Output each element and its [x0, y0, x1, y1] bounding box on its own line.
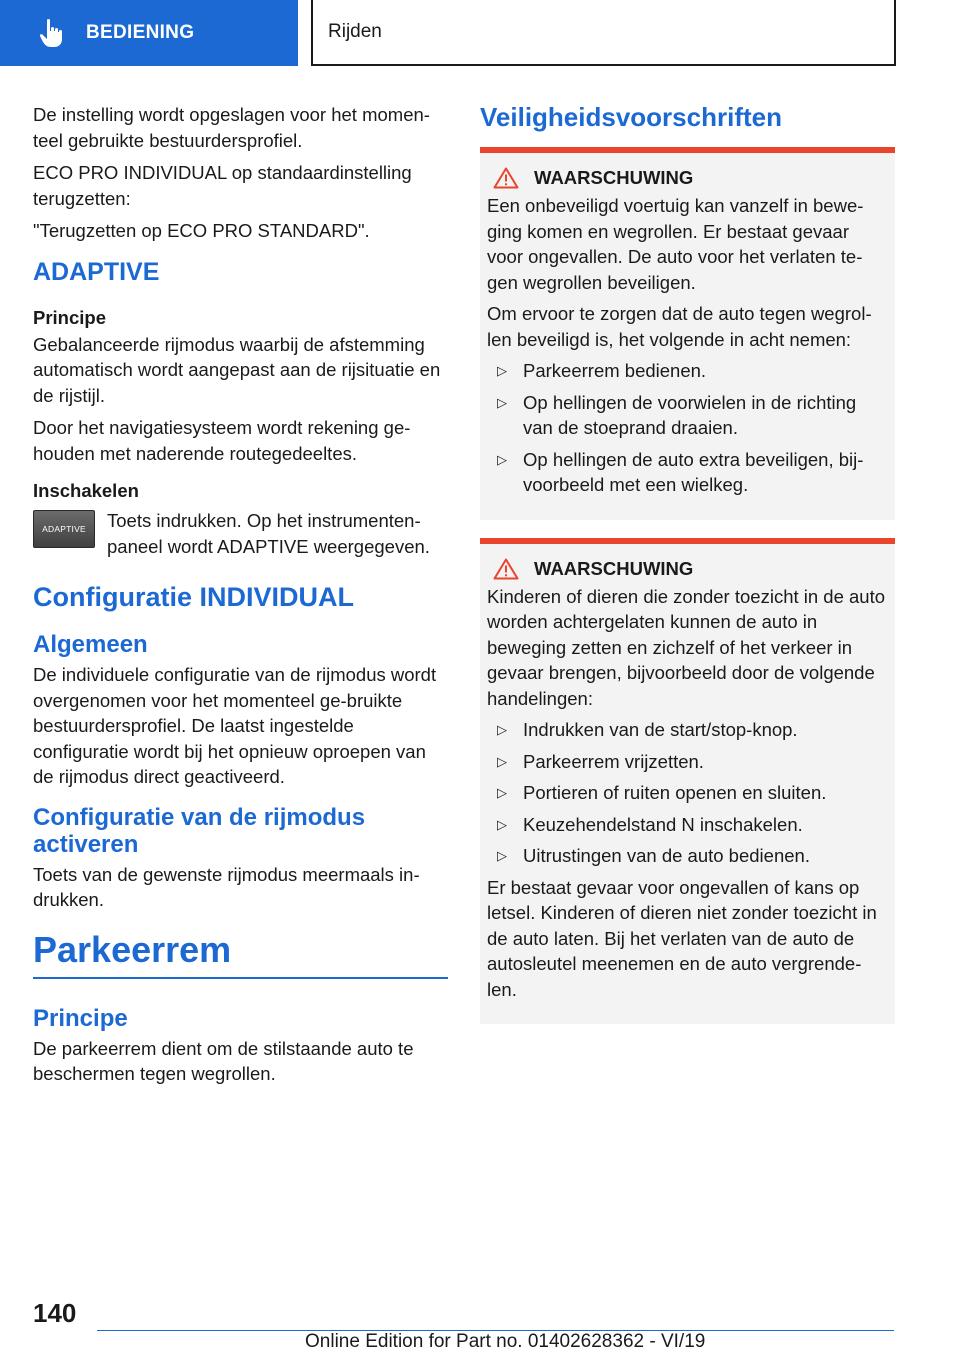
chapter-header	[311, 0, 896, 66]
section-heading-safety: Veiligheidsvoorschriften	[480, 102, 782, 132]
bullet-list	[487, 717, 888, 869]
bullet-triangle-icon: ▷	[497, 848, 507, 863]
section-tab[interactable]	[0, 0, 298, 66]
bullet-triangle-icon: ▷	[497, 451, 507, 467]
subheading-inschakelen: Inschakelen	[33, 480, 139, 501]
chapter-heading-parkeerrem: Parkeerrem	[33, 928, 232, 970]
section-heading-config: Configuratie INDIVIDUAL	[33, 582, 354, 612]
bullet-triangle-icon: ▷	[497, 722, 507, 737]
page-number: 140	[33, 1298, 77, 1328]
paragraph: Gebalanceerde rijmodus waarbij de afstemming automatisch wordt aangepast aan de rijsituatie en de rijstijl.	[33, 333, 441, 406]
list-item: ▷ Op hellingen de voorwielen in de richting van de stoeprand draaien.	[487, 390, 888, 441]
list-item: ▷ Parkeerrem bedienen.	[487, 358, 888, 384]
section-label: BEDIENING	[86, 22, 195, 43]
list-item: ▷ Keuzehendelstand N inschakelen.	[487, 812, 888, 838]
paragraph: De individuele configuratie van de rijmodus wordt overgenomen voor het momenteel ge-bruikte bestuurdersprofiel. De laatst ingestelde configuratie wordt bij het opnieuw oproepen van de rijmodus direct geactiveerd.	[33, 664, 437, 787]
paragraph: Kinderen of dieren die zonder toezicht in de auto worden achtergelaten kunnen de auto in beweging zetten en zichzelf of het verkeer in gevaar brengen, bijvoorbeeld door de volgende handelingen:	[487, 585, 886, 709]
list-item: ▷ Parkeerrem vrijzetten.	[487, 749, 888, 775]
paragraph: ECO PRO INDIVIDUAL op standaardinstelling terugzetten:	[33, 162, 412, 209]
warning-triangle-icon	[493, 167, 519, 189]
adaptive-button-row	[33, 508, 448, 566]
warning-header	[487, 167, 888, 189]
list-item: ▷ Uitrustingen van de auto bedienen.	[487, 843, 888, 869]
subheading-principe: Principe	[33, 306, 106, 328]
bullet-triangle-icon: ▷	[497, 816, 507, 832]
paragraph: De instelling wordt opgeslagen voor het momen-teel gebruikte bestuurdersprofiel.	[33, 104, 430, 151]
warning-box-2	[480, 538, 895, 1025]
paragraph: Er bestaat gevaar voor ongevallen of kans op letsel. Kinderen of dieren niet zonder toezicht in de auto laten. Bij het verlaten van de auto de autosleutel meenemen en de auto vergrende-len.	[487, 876, 877, 1000]
subheading-algemeen: Algemeen	[33, 631, 148, 658]
warning-label: WAARSCHUWING	[534, 557, 694, 579]
warning-triangle-icon	[493, 558, 519, 580]
paragraph: Een onbeveiligd voertuig kan vanzelf in bewe-ging komen en wegrollen. Er bestaat gevaar voor ongevallen. De auto voor het verlaten te-gen wegrollen beveiligen.	[487, 195, 864, 293]
paragraph: Toets van de gewenste rijmodus meermaals in-drukken.	[33, 863, 420, 910]
chapter-label: Rijden	[328, 21, 382, 42]
warning-box-1	[480, 147, 895, 520]
list-item: ▷ Indrukken van de start/stop-knop.	[487, 717, 888, 743]
edition-note: Online Edition for Part no. 01402628362 - VI/19	[305, 1331, 706, 1352]
bullet-triangle-icon: ▷	[497, 394, 507, 410]
paragraph: Om ervoor te zorgen dat de auto tegen wegrol-len beveiligd is, het volgende in acht nemen:	[487, 303, 872, 350]
right-column	[480, 102, 895, 1042]
hand-pointer-icon	[38, 18, 66, 48]
paragraph: "Terugzetten op ECO PRO STANDARD".	[33, 220, 370, 241]
bullet-list	[487, 358, 888, 498]
bullet-triangle-icon: ▷	[497, 753, 507, 769]
paragraph: De parkeerrem dient om de stilstaande auto te beschermen tegen wegrollen.	[33, 1037, 414, 1084]
warning-label: WAARSCHUWING	[534, 167, 694, 188]
bullet-triangle-icon: ▷	[497, 363, 507, 378]
adaptive-button-image: ADAPTIVE	[33, 510, 95, 548]
left-column	[33, 102, 448, 1094]
list-item: ▷ Op hellingen de auto extra beveiligen, bij-voorbeeld met een wielkeg.	[487, 447, 888, 498]
heading-rule	[33, 977, 448, 979]
warning-header	[487, 558, 888, 580]
subheading-principe-2: Principe	[33, 1004, 128, 1032]
paragraph: Door het navigatiesysteem wordt rekening ge-houden met naderende routegedeeltes.	[33, 417, 411, 464]
subheading-activeren: Configuratie van de rijmodus activeren	[33, 803, 366, 858]
paragraph: Toets indrukken. Op het instrumenten-paneel wordt ADAPTIVE weergegeven.	[107, 510, 430, 557]
section-heading-adaptive: ADAPTIVE	[33, 257, 160, 286]
list-item: ▷ Portieren of ruiten openen en sluiten.	[487, 780, 888, 806]
bullet-triangle-icon: ▷	[497, 785, 507, 800]
